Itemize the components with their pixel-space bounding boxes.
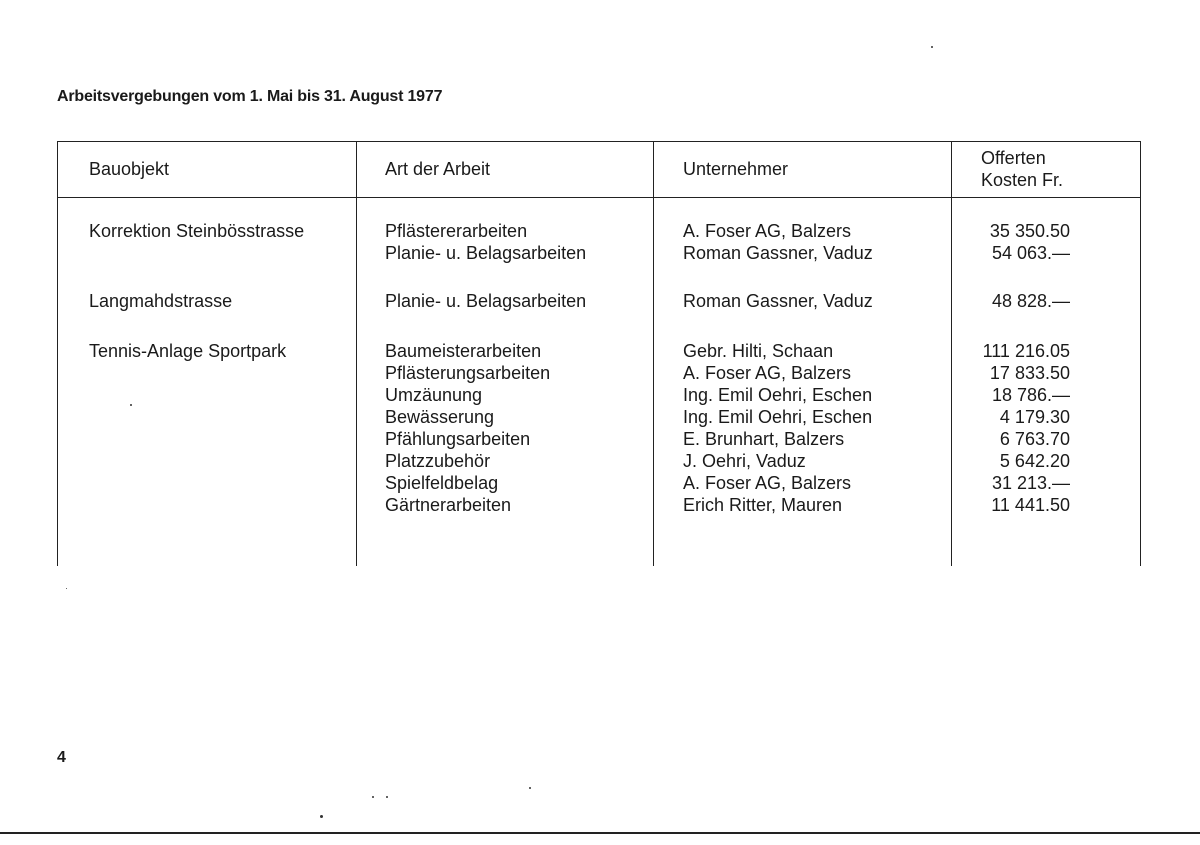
art-cell: Gärtnerarbeiten [385,495,512,515]
unternehmer-cell: Erich Ritter, Mauren [683,495,843,515]
art-cell: Umzäunung [385,385,483,405]
bauobjekt-cell: Langmahdstrasse [89,291,233,311]
art-cell: Pflästerungsarbeiten [385,363,551,383]
kosten-cell: 5 642.20 [999,451,1070,471]
column-divider-2 [653,141,654,566]
page-number: 4 [57,749,66,766]
table-right-border [1140,141,1141,566]
bauobjekt-cell: Korrektion Steinbösstrasse [89,221,305,241]
scan-speck [372,796,374,798]
header-kosten-line2: Kosten Fr. [981,170,1064,190]
header-kosten-line1: Offerten [981,148,1046,168]
kosten-cell-group [940,220,1070,264]
art-cell: Platzzubehör [385,451,491,471]
scan-speck [66,588,67,589]
bottom-page-edge [0,832,1200,834]
scan-speck [931,46,933,48]
scan-speck [130,404,132,406]
unternehmer-cell: J. Oehri, Vaduz [683,451,806,471]
art-cell: Baumeisterarbeiten [385,341,542,361]
unternehmer-cell: A. Foser AG, Balzers [683,363,852,383]
art-cell: Planie- u. Belagsarbeiten [385,291,587,311]
column-divider-1 [356,141,357,566]
kosten-cell: 11 441.50 [991,495,1070,515]
art-cell-group [385,340,550,516]
table-top-rule [57,141,1141,142]
document-title: Arbeitsvergebungen vom 1. Mai bis 31. August 1977 [57,88,443,105]
art-cell: Spielfeldbelag [385,473,499,493]
kosten-cell: 48 828.— [991,291,1070,311]
bauobjekt-cell: Tennis-Anlage Sportpark [89,341,287,361]
header-bottom-rule [57,197,1141,198]
scan-speck [320,815,323,818]
unternehmer-cell: Gebr. Hilti, Schaan [683,341,834,361]
kosten-cell: 18 786.— [991,385,1070,405]
scan-speck [386,796,388,798]
unternehmer-cell: A. Foser AG, Balzers [683,473,852,493]
kosten-cell: 4 179.30 [999,407,1070,427]
unternehmer-cell-group [683,220,873,264]
art-cell-group [385,220,586,264]
kosten-cell: 17 833.50 [989,363,1070,383]
kosten-cell: 6 763.70 [999,429,1070,449]
scan-speck [529,787,531,789]
art-cell: Planie- u. Belagsarbeiten [385,243,587,263]
art-cell: Bewässerung [385,407,495,427]
header-kosten [981,147,1063,191]
kosten-cell: 111 216.05 [982,341,1070,361]
unternehmer-cell: Roman Gassner, Vaduz [683,291,873,311]
unternehmer-cell: A. Foser AG, Balzers [683,221,852,241]
unternehmer-cell: Ing. Emil Oehri, Eschen [683,407,873,427]
kosten-cell: 35 350.50 [989,221,1070,241]
kosten-cell: 31 213.— [991,473,1070,493]
table-left-border [57,141,58,566]
unternehmer-cell: E. Brunhart, Balzers [683,429,845,449]
header-bauobjekt: Bauobjekt [89,159,170,179]
header-unternehmer: Unternehmer [683,159,789,179]
unternehmer-cell-group [683,340,872,516]
art-cell: Pfählungsarbeiten [385,429,531,449]
art-cell: Pflästererarbeiten [385,221,528,241]
unternehmer-cell: Ing. Emil Oehri, Eschen [683,385,873,405]
unternehmer-cell: Roman Gassner, Vaduz [683,243,873,263]
header-art-der-arbeit: Art der Arbeit [385,159,491,179]
kosten-cell: 54 063.— [991,243,1070,263]
kosten-cell-group [940,340,1070,516]
